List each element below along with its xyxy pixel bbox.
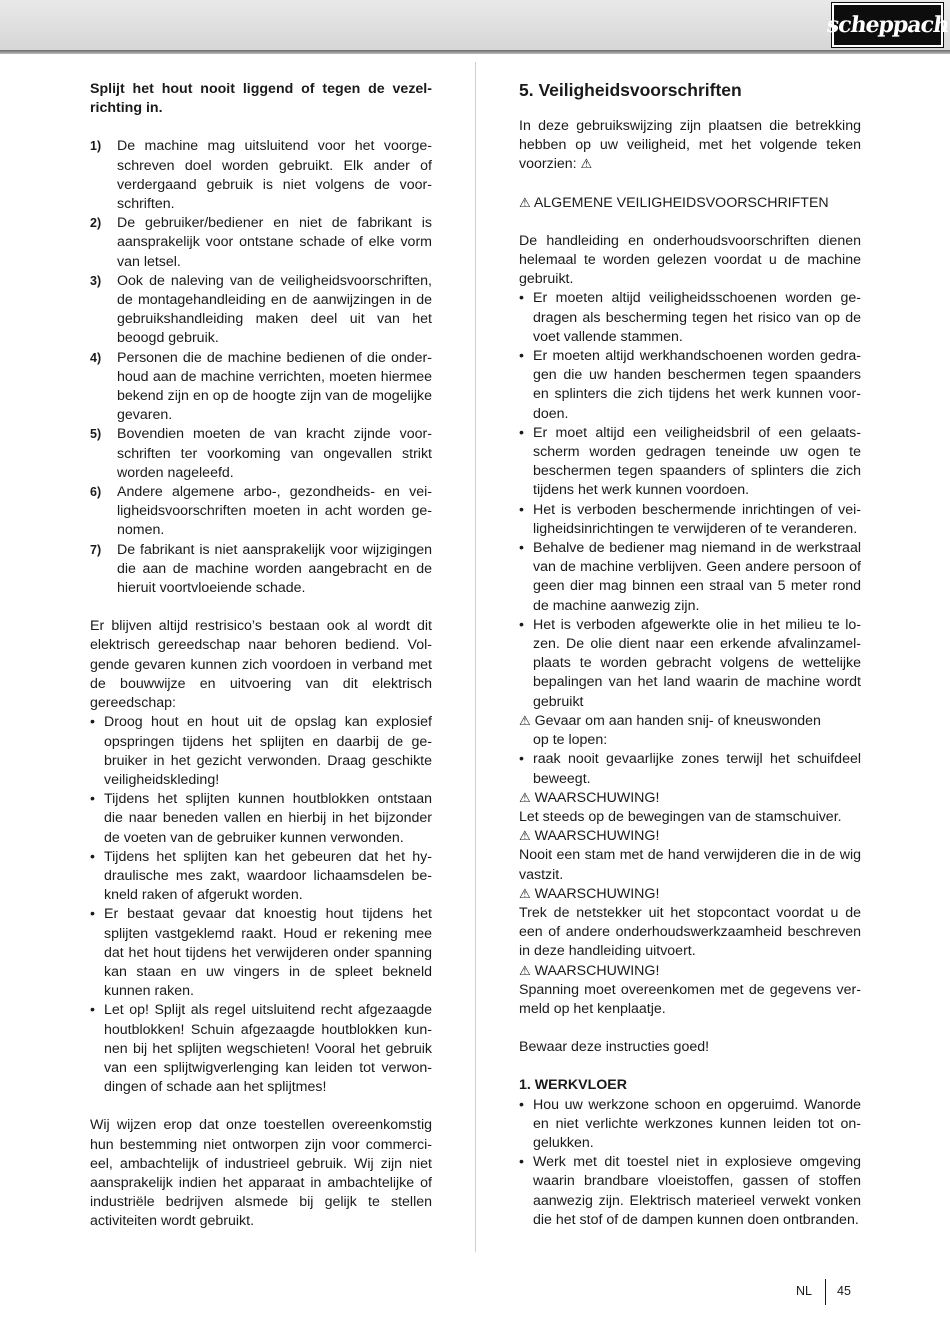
list-item: • Werk met dit toestel niet in explosieve omgeving waarin brandbare vloeistoffen, gassen of stoffen aanwezig zijn. Elektrisch materieel verwekt vonken die het stof of de dampen kunnen doen ontbranden. bbox=[519, 1154, 861, 1228]
item-text: De machine mag uitsluitend voor het voorgeschreven doel worden gebruikt. Elk ander of verdergaand gebruik is niet volgens de voorschriften. bbox=[117, 138, 432, 213]
left-column bbox=[90, 80, 432, 1232]
numbered-list bbox=[90, 137, 432, 598]
rule-text: Er moeten altijd werkhandschoenen worden gedragen die uw handen beschermen tegen spaanders en splinters die zich tijdens het werk kunnen voordoen. bbox=[533, 348, 861, 422]
usage-disclaimer: Wij wijzen erop dat onze toestellen overeenkomstig hun bestemming niet ontworpen zijn voor commercieel, ambachtelijk of industrieel gebruik. Wij zijn niet aansprakelijk indien het apparaat in ambachtelijke of industriële bedrijven alsmede bij gelijk te stellen activiteiten wordt gebruikt. bbox=[90, 1117, 432, 1230]
warning-triangle-icon: ⚠ bbox=[580, 157, 593, 173]
safety-rules-list bbox=[519, 289, 861, 711]
residual-risk-intro: Er blijven altijd restrisico’s bestaan ook al wordt dit elektrisch gereedschap naar behoren bediend. Volgende gevaren kunnen zich voordoen in verband met de bouwwijze en uitvoering van dit elektrisch gereedschap: bbox=[90, 618, 432, 712]
workfloor-text: Hou uw werkzone schoon en opgeruimd. Wanorde en niet verlichte werkzones kunnen leiden tot ongelukken. bbox=[533, 1096, 861, 1151]
risk-text: Tijdens het splijten kan het gebeuren dat het hydraulische mes zakt, waardoor lichaamsdelen bekneld raken of afgerukt worden. bbox=[104, 848, 432, 904]
warning-label: ⚠ WAARSCHUWING! bbox=[519, 962, 660, 979]
warning-triangle-icon: ⚠ bbox=[519, 790, 531, 806]
item-text: Bovendien moeten de van kracht zijnde voorschriften ter voorkoming van ongevallen strikt worden nageleefd. bbox=[117, 426, 432, 481]
rule-text: Behalve de bediener mag niemand in de werkstraal van de machine verblijven. Geen andere persoon of geen dier mag binnen een straal van 5 meter rond de machine aanwezig zijn. bbox=[533, 540, 861, 614]
risk-list bbox=[90, 713, 432, 1097]
list-item: • raak nooit gevaarlijke zones terwijl het schuifdeel beweegt. bbox=[519, 751, 861, 787]
warning-triangle-icon: ⚠ bbox=[519, 713, 531, 729]
workfloor-text: Werk met dit toestel niet in explosieve omgeving waarin brandbare vloeistoffen, gassen of stoffen aanwezig zijn. Elektrisch materieel verwekt vonken die het stof of de dampen kunnen doen ontbranden. bbox=[533, 1154, 861, 1228]
right-column bbox=[519, 80, 861, 1230]
item-number: 1) bbox=[90, 139, 102, 154]
item-text: De gebruiker/bediener en niet de fabrikant is aansprakelijk voor ontstane schade of elke vorm van letsel. bbox=[117, 215, 432, 270]
header-rule bbox=[0, 50, 950, 54]
list-item: • Er moet altijd een veiligheidsbril of een gelaatsscherm worden gedragen teneinde uw ogen te beschermen tegen spaanders of splinters die zich tijdens het werk kunnen voordoen. bbox=[519, 424, 861, 499]
list-item bbox=[90, 541, 432, 599]
list-item bbox=[90, 272, 432, 349]
list-item: • Tijdens het splijten kunnen houtblokken ontstaan die naar beneden vallen en hierbij in het bijzonder de voeten van de gebruiker kunnen verwonden. bbox=[90, 791, 432, 846]
page-number: 45 bbox=[837, 1284, 851, 1298]
list-item: • Er moeten altijd veiligheidsschoenen worden gedragen als bescherming tegen het risico van op de voet vallende stammen. bbox=[519, 290, 861, 345]
rule-text: Het is verboden beschermende inrichtingen of veiligheidsinrichtingen te verwijderen of te veranderen. bbox=[533, 501, 861, 537]
item-number: 7) bbox=[90, 542, 102, 557]
item-text: Ook de naleving van de veiligheidsvoorschriften, de montagehandleiding en de aanwijzingen in de gebruikshandleiding maken deel uit van het beoogd gebruik. bbox=[117, 272, 432, 347]
list-item: • Behalve de bediener mag niemand in de werkstraal van de machine verblijven. Geen andere persoon of geen dier mag binnen een straal van 5 meter rond de machine aanwezig zijn. bbox=[519, 540, 861, 614]
column-divider bbox=[475, 62, 476, 1252]
footer-rule bbox=[825, 1279, 826, 1305]
warning-text: Nooit een stam met de hand verwijderen die in de wig vastzit. bbox=[519, 847, 861, 883]
warning-triangle-icon: ⚠ bbox=[519, 886, 531, 902]
item-number: 3) bbox=[90, 273, 102, 288]
item-number: 4) bbox=[90, 350, 102, 365]
list-item: • Hou uw werkzone schoon en opgeruimd. Wanorde en niet verlichte werkzones kunnen leiden tot ongelukken. bbox=[519, 1096, 861, 1151]
warning-label: ⚠ WAARSCHUWING! bbox=[519, 828, 660, 845]
warning-text: Let steeds op de bewegingen van de stamschuiver. bbox=[519, 808, 842, 825]
item-number: 2) bbox=[90, 216, 102, 231]
safety-intro: In deze gebruikswijzing zijn plaatsen die betrekking hebben op uw veiligheid, met het volgende teken voorzien: ⚠ bbox=[519, 118, 861, 173]
header-band bbox=[0, 0, 950, 50]
item-text: Andere algemene arbo-, gezondheids- en veiligheidsvoorschriften moeten in acht worden genomen. bbox=[117, 484, 432, 539]
manual-note: De handleiding en onderhoudsvoorschriften dienen helemaal te worden gelezen voordat u de machine gebruikt. bbox=[519, 232, 861, 288]
intro-warning: Splijt het hout nooit liggend of tegen de vezelrichting in. bbox=[90, 81, 432, 117]
risk-text: Er bestaat gevaar dat knoestig hout tijdens het splijten vastgeklemd raakt. Houd er rekening mee dat het hout tijdens het verwijderen onder spanning kan staan en uw vingers in de spleet bekneld kunnen raken. bbox=[104, 906, 432, 1000]
rule-text: Er moet altijd een veiligheidsbril of een gelaatsscherm worden gedragen teneinde uw ogen te beschermen tegen spaanders of splinters die zich tijdens het werk kunnen voordoen. bbox=[533, 424, 861, 499]
list-item: • Het is verboden afgewerkte olie in het milieu te lozen. De olie dient naar een erkende afvalinzamelplaats te worden gebracht volgens de wettelijke bepalingen van het land waarin de machine wordt gebruikt bbox=[519, 616, 861, 710]
rule-text: Er moeten altijd veiligheidsschoenen worden gedragen als bescherming tegen het risico van op de voet vallende stammen. bbox=[533, 290, 861, 345]
risk-text: Tijdens het splijten kunnen houtblokken ontstaan die naar beneden vallen en hierbij in het bijzonder de voeten van de gebruiker kunnen verwonden. bbox=[104, 791, 432, 846]
hazard-note: ⚠ Gevaar om aan handen snij- of kneuswonden bbox=[519, 712, 821, 729]
warning-triangle-icon: ⚠ bbox=[519, 829, 531, 845]
logo-text: scheppach bbox=[825, 12, 950, 38]
keep-instructions: Bewaar deze instructies goed! bbox=[519, 1039, 710, 1056]
general-safety-heading: ⚠ ALGEMENE VEILIGHEIDSVOORSCHRIFTEN bbox=[519, 194, 829, 211]
list-item: • Er bestaat gevaar dat knoestig hout tijdens het splijten vastgeklemd raakt. Houd er rekening mee dat het hout tijdens het verwijderen onder spanning kan staan en uw vingers in de spleet bekneld kunnen raken. bbox=[90, 906, 432, 1000]
hazard-list bbox=[519, 750, 861, 788]
rule-text: Het is verboden afgewerkte olie in het milieu te lozen. De olie dient naar een erkende afvalinzamelplaats te worden gebracht volgens de wettelijke bepalingen van het land waarin de machine wordt gebruikt bbox=[533, 616, 861, 710]
list-item bbox=[90, 349, 432, 426]
item-text: Personen die de machine bedienen of die onderhoud aan de machine verrichten, moeten hiermee bekend zijn en op de hoogte zijn van de mogelijke gevaren. bbox=[117, 349, 432, 424]
list-item: • Het is verboden beschermende inrichtingen of veiligheidsinrichtingen te verwijderen of te veranderen. bbox=[519, 501, 861, 537]
list-item: • Let op! Splijt als regel uitsluitend recht afgezaagde houtblokken! Schuin afgezaagde houtblokken kunnen bij het splijten wegschieten! Vooral het gebruik van een splijtwigverlenging kan leiden tot verwondingen of schade aan het splijtmes! bbox=[90, 1002, 432, 1096]
warning-text: Spanning moet overeenkomen met de gegevens vermeld op het kenplaatje. bbox=[519, 981, 861, 1017]
item-number: 6) bbox=[90, 485, 102, 500]
list-item bbox=[90, 137, 432, 214]
workfloor-title: 1. WERKVLOER bbox=[519, 1077, 627, 1094]
item-number: 5) bbox=[90, 427, 102, 442]
list-item bbox=[90, 425, 432, 483]
hazard-note-cont: op te lopen: bbox=[533, 732, 608, 749]
list-item: • Droog hout en hout uit de opslag kan explosief opspringen tijdens het splijten en daarbij de gebruiker in het gezicht verwonden. Draag geschikte veiligheidskleding! bbox=[90, 714, 432, 788]
list-item: • Er moeten altijd werkhandschoenen worden gedragen die uw handen beschermen tegen spaanders en splinters die zich tijdens het werk kunnen voordoen. bbox=[519, 348, 861, 422]
warning-triangle-icon: ⚠ bbox=[519, 195, 531, 211]
scheppach-logo bbox=[825, 3, 950, 47]
item-text: De fabrikant is niet aansprakelijk voor wijzigingen die aan de machine worden aangebracht en de hieruit voortvloeiende schade. bbox=[117, 541, 432, 597]
footer-language: NL bbox=[796, 1284, 812, 1298]
warning-label: ⚠ WAARSCHUWING! bbox=[519, 885, 660, 902]
list-item: • Tijdens het splijten kan het gebeuren dat het hydraulische mes zakt, waardoor lichaamsdelen bekneld raken of afgerukt worden. bbox=[90, 848, 432, 904]
hazard-rule-text: raak nooit gevaarlijke zones terwijl het schuifdeel beweegt. bbox=[533, 751, 861, 787]
warning-triangle-icon: ⚠ bbox=[519, 963, 531, 979]
workfloor-list bbox=[519, 1096, 861, 1230]
risk-text: Let op! Splijt als regel uitsluitend recht afgezaagde houtblokken! Schuin afgezaagde houtblokken kunnen bij het splijten wegschieten! Vooral het gebruik van een splijtwigverlenging kan leiden tot verwondingen of schade aan het splijtmes! bbox=[104, 1002, 432, 1096]
list-item bbox=[90, 214, 432, 272]
risk-text: Droog hout en hout uit de opslag kan explosief opspringen tijdens het splijten en daarbij de gebruiker in het gezicht verwonden. Draag geschikte veiligheidskleding! bbox=[104, 714, 432, 788]
warning-label: ⚠ WAARSCHUWING! bbox=[519, 789, 660, 806]
section-title: 5. Veiligheidsvoorschriften bbox=[519, 80, 742, 100]
list-item bbox=[90, 483, 432, 541]
warning-text: Trek de netstekker uit het stopcontact voordat u de een of andere onderhoudswerkzaamheid beschreven in deze handleiding uitvoert. bbox=[519, 904, 861, 960]
